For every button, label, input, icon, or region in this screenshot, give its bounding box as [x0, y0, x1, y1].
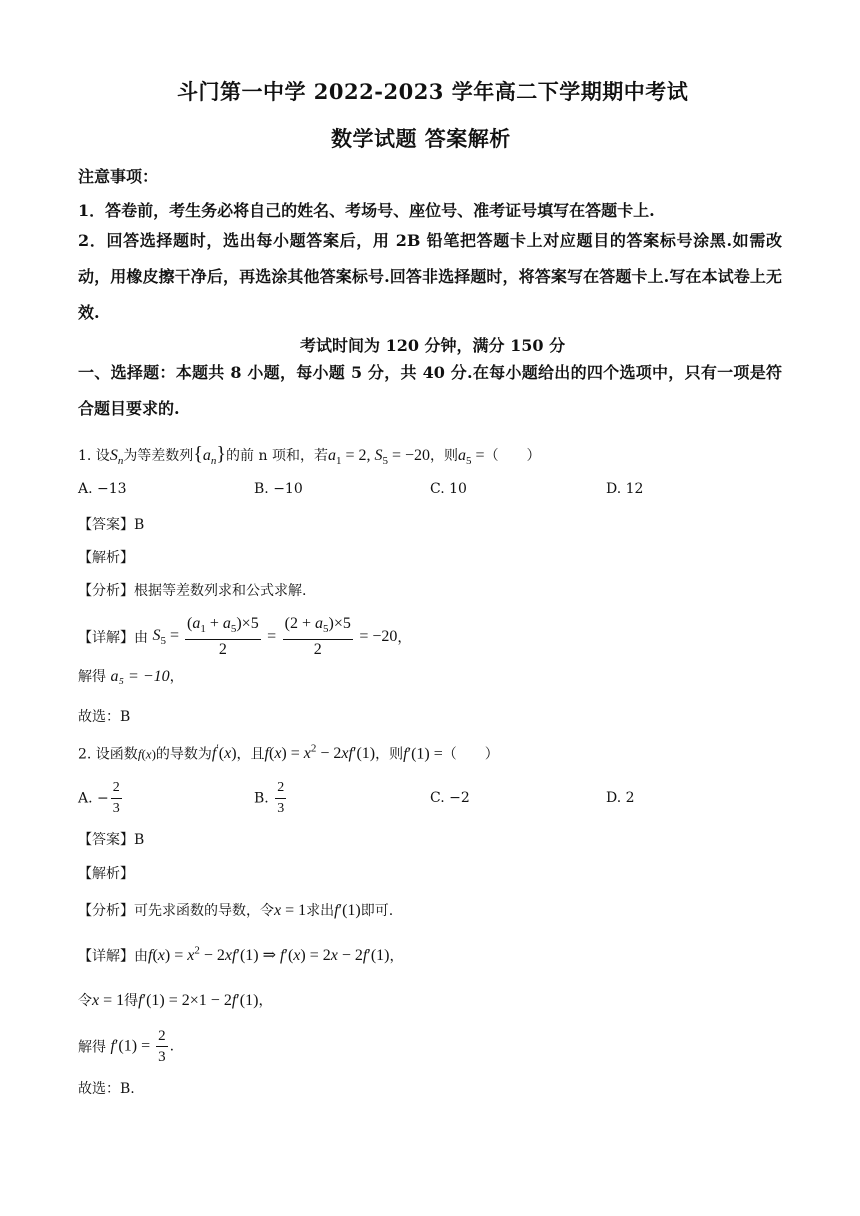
question-1-detail: 【详解】由 $S_5$ = $\frac{(a_1 + a_5)\times 5}{2}$ = $\frac{(2 + a_5)\times 5}{2}$ = −20，: [78, 615, 412, 659]
question-1-option-b: B. −10: [254, 481, 303, 497]
question-1-analysis: 【分析】根据等差数列求和公式求解.: [78, 583, 307, 599]
question-2-stem: 2. 设函数f(x)的导数为f′(x)，且$f(x) = x^2 - 2xf'(1)$，则f′(1) =（ ）: [78, 743, 499, 763]
notice-item-1: 1．答卷前，考生务必将自己的姓名、考场号、座位号、准考证号填写在答题卡上.: [78, 201, 655, 220]
document-subtitle: 数学试题 答案解析: [331, 126, 511, 151]
question-2-solve: 解得 f′(1) = $\frac{2}{3}$ .: [78, 1028, 175, 1065]
question-2-analysis-label: 【解析】: [78, 866, 134, 882]
question-1-option-c: C. 10: [430, 481, 467, 497]
section-heading: 一、选择题：本题共 8 小题，每小题 5 分，共 40 分.在每小题给出的四个选项中，只有一项是符合题目要求的.: [78, 363, 782, 418]
question-1-analysis-label: 【解析】: [78, 550, 134, 566]
question-2-analysis: 【分析】可先求函数的导数，令x = 1求出f′(1)即可.: [78, 902, 394, 919]
question-1-stem: 1. 设$S_n$为等差数列$\{a_n\}$的前 n 项和，若$a_1 = 2$, $S_5 = -20$，则$a_5$ =（ ）: [78, 443, 541, 468]
question-2-substitute: 令x = 1得f′(1) = 2×1 − 2f′(1)，: [78, 992, 273, 1009]
question-2-choose: 故选：B.: [78, 1081, 135, 1097]
document-title: 斗门第一中学 2022-2023 学年高二下学期期中考试: [177, 79, 689, 104]
question-1-option-a: A. −13: [78, 481, 127, 497]
notice-heading: 注意事项：: [78, 167, 159, 186]
question-1-solve: 解得 a₅ = −10，: [78, 668, 184, 685]
question-1-answer: 【答案】B: [78, 517, 145, 533]
question-2-answer: 【答案】B: [78, 832, 145, 848]
question-1-option-d: D. 12: [606, 481, 644, 497]
question-2-option-d: D. 2: [606, 790, 635, 806]
question-1-choose: 故选：B: [78, 709, 131, 725]
notice-item-2: 2．回答选择题时，选出每小题答案后，用 2B 铅笔把答题卡上对应题目的答案标号涂黑.如需改动，用橡皮擦干净后，再选涂其他答案标号.回答非选择题时，将答案写在答题卡上.写在本试卷上无效.: [78, 231, 782, 322]
question-2-option-b: B. $\frac{2}{3}$: [254, 780, 285, 816]
exam-info: 考试时间为 120 分钟，满分 150 分: [300, 336, 566, 355]
question-2-detail: 【详解】由$f(x) = x^2 - 2xf'(1)$ ⇒ f′(x) = 2x − 2f′(1)，: [78, 945, 404, 965]
question-2-option-c: C. −2: [430, 790, 470, 806]
question-2-option-a: A. − $\frac{2}{3}$: [78, 780, 120, 816]
